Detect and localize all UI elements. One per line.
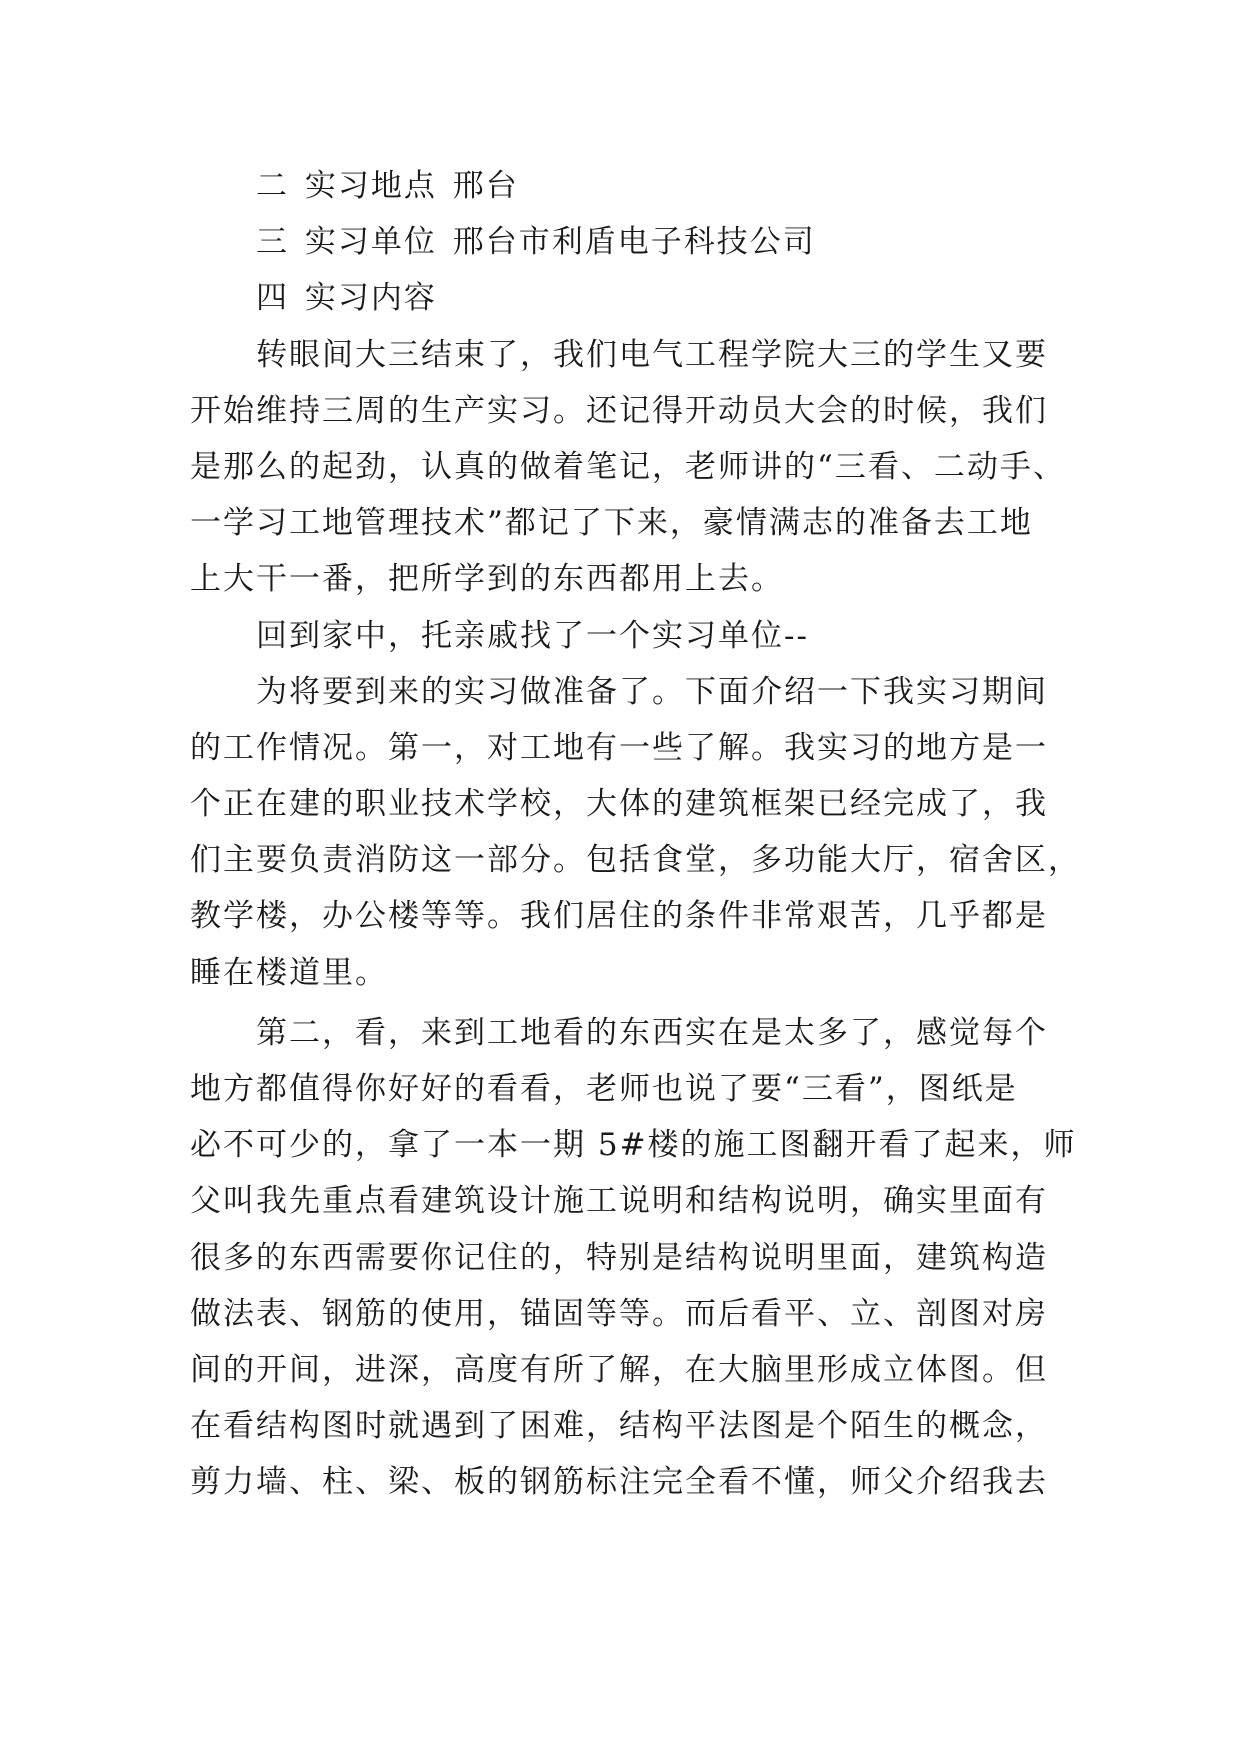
paragraph-line: 的工作情况。第一，对工地有一些了解。我实习的地方是一 [190, 729, 1048, 766]
heading-unit: 三 实习单位 邢台市利盾电子科技公司 [256, 224, 816, 261]
paragraph-line: 上大干一番，把所学到的东西都用上去。 [190, 561, 784, 598]
paragraph-line: 开始维持三周的生产实习。还记得开动员大会的时候，我们 [190, 392, 1048, 429]
document-body [190, 158, 1081, 1511]
paragraph-line: 睡在楼道里。 [190, 954, 388, 991]
paragraph-line: 一学习工地管理技术”都记了下来，豪情满志的准备去工地 [190, 505, 1033, 542]
paragraph-line: 剪力墙、柱、梁、板的钢筋标注完全看不懂，师父介绍我去 [190, 1464, 1048, 1501]
paragraph-line: 教学楼，办公楼等等。我们居住的条件非常艰苦，几乎都是 [190, 898, 1048, 935]
heading-location: 二 实习地点 邢台 [256, 168, 519, 204]
paragraph-line: 为将要到来的实习做准备了。下面介绍一下我实习期间 [256, 673, 1048, 710]
paragraph-4 [190, 1005, 1077, 1511]
paragraph-line: 在看结构图时就遇到了困难，结构平法图是个陌生的概念， [190, 1408, 1048, 1445]
paragraph-line: 做法表、钢筋的使用，锚固等等。而后看平、立、剖图对房 [190, 1295, 1048, 1332]
paragraph-line: 第二，看，来到工地看的东西实在是太多了，感觉每个 [256, 1014, 1048, 1051]
paragraph-line: 间的开间，进深，高度有所了解，在大脑里形成立体图。但 [190, 1351, 1048, 1388]
paragraph-3 [190, 664, 1081, 1001]
paragraph-2 [190, 608, 1060, 664]
paragraph-line: 回到家中，托亲戚找了一个实习单位-- [256, 617, 809, 654]
heading-content: 四 实习内容 [256, 280, 437, 317]
paragraph-line: 父叫我先重点看建筑设计施工说明和结构说明，确实里面有 [190, 1183, 1048, 1220]
paragraph-line: 们主要负责消防这一部分。包括食堂，多功能大厅，宿舍区， [190, 842, 1081, 879]
paragraph-line: 转眼间大三结束了，我们电气工程学院大三的学生又要 [256, 336, 1048, 373]
paragraph-line: 是那么的起劲，认真的做着笔记，老师讲的“三看、二动手、 [190, 448, 1066, 485]
paragraph-line: 很多的东西需要你记住的，特别是结构说明里面，建筑构造 [190, 1239, 1048, 1276]
paragraph-line: 个正在建的职业技术学校，大体的建筑框架已经完成了，我 [190, 786, 1048, 823]
paragraph-line: 必不可少的，拿了一本一期 5#楼的施工图翻开看了起来，师 [190, 1127, 1077, 1164]
paragraph-line: 地方都值得你好好的看看，老师也说了要“三看”，图纸是 [190, 1071, 1018, 1107]
paragraph-1 [190, 327, 1066, 608]
